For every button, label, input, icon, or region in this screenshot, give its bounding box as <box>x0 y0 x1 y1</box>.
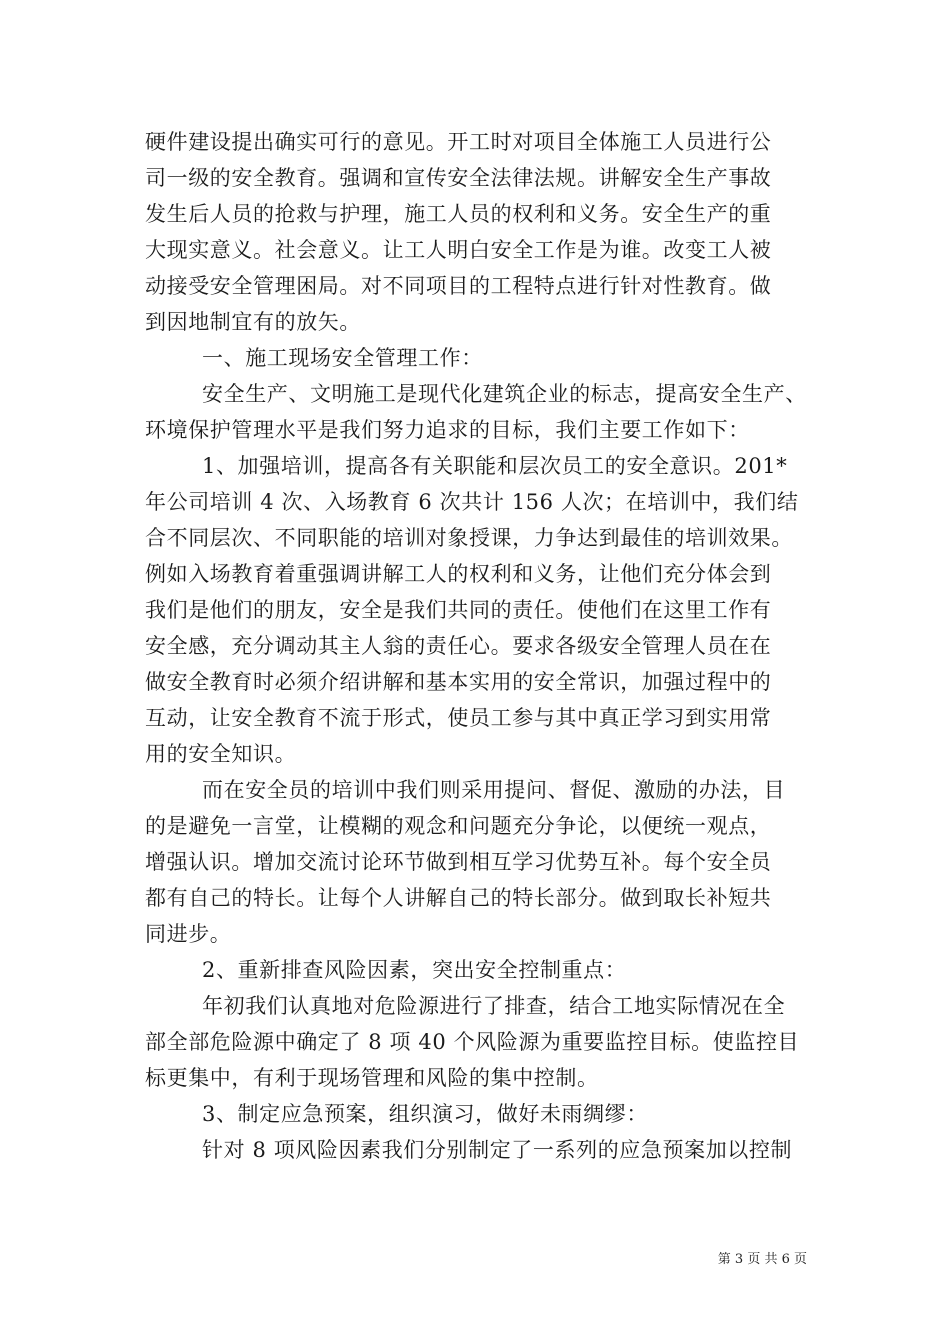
body-line: 针对 8 项风险因素我们分别制定了一系列的应急预案加以控制 <box>202 1138 793 1162</box>
body-line: 大现实意义。社会意义。让工人明白安全工作是为谁。改变工人被 <box>145 238 772 262</box>
body-line: 同进步。 <box>145 922 232 946</box>
item-heading: 2、重新排查风险因素，突出安全控制重点： <box>202 958 627 982</box>
body-line: 安全生产、文明施工是现代化建筑企业的标志，提高安全生产、 <box>202 382 807 406</box>
body-line: 的是避免一言堂，让模糊的观念和问题充分争论，以便统一观点， <box>145 814 772 838</box>
body-line: 发生后人员的抢救与护理，施工人员的权利和义务。安全生产的重 <box>145 202 772 226</box>
item-heading: 3、制定应急预案，组织演习，做好未雨绸缪： <box>202 1102 648 1126</box>
page-number: 第 3 页 共 6 页 <box>717 1252 807 1267</box>
body-line: 标更集中，有利于现场管理和风险的集中控制。 <box>145 1066 599 1090</box>
body-line: 都有自己的特长。让每个人讲解自己的特长部分。做到取长补短共 <box>145 886 772 910</box>
body-line: 用的安全知识。 <box>145 742 297 766</box>
body-line: 年公司培训 4 次、入场教育 6 次共计 156 人次；在培训中，我们结 <box>145 490 799 514</box>
body-line: 司一级的安全教育。强调和宣传安全法律法规。讲解安全生产事故 <box>145 166 772 190</box>
item-heading: 1、加强培训，提高各有关职能和层次员工的安全意识。201* <box>202 454 788 478</box>
body-line: 部全部危险源中确定了 8 项 40 个风险源为重要监控目标。使监控目 <box>145 1030 800 1054</box>
body-line: 硬件建设提出确实可行的意见。开工时对项目全体施工人员进行公 <box>145 130 772 154</box>
body-line: 我们是他们的朋友，安全是我们共同的责任。使他们在这里工作有 <box>145 598 772 622</box>
body-line: 互动，让安全教育不流于形式，使员工参与其中真正学习到实用常 <box>145 706 772 730</box>
body-line: 到因地制宜有的放矢。 <box>145 310 361 334</box>
body-line: 合不同层次、不同职能的培训对象授课，力争达到最佳的培训效果。 <box>145 526 793 550</box>
body-line: 动接受安全管理困局。对不同项目的工程特点进行针对性教育。做 <box>145 274 772 298</box>
body-line: 环境保护管理水平是我们努力追求的目标，我们主要工作如下： <box>145 418 750 442</box>
body-line: 而在安全员的培训中我们则采用提问、督促、激励的办法，目 <box>202 778 786 802</box>
body-line: 例如入场教育着重强调讲解工人的权利和义务，让他们充分体会到 <box>145 562 772 586</box>
body-line: 做安全教育时必须介绍讲解和基本实用的安全常识，加强过程中的 <box>145 670 772 694</box>
body-line: 年初我们认真地对危险源进行了排查，结合工地实际情况在全 <box>202 994 786 1018</box>
section-heading: 一、施工现场安全管理工作： <box>202 346 483 370</box>
body-line: 增强认识。增加交流讨论环节做到相互学习优势互补。每个安全员 <box>145 850 772 874</box>
body-line: 安全感，充分调动其主人翁的责任心。要求各级安全管理人员在在 <box>145 634 772 658</box>
